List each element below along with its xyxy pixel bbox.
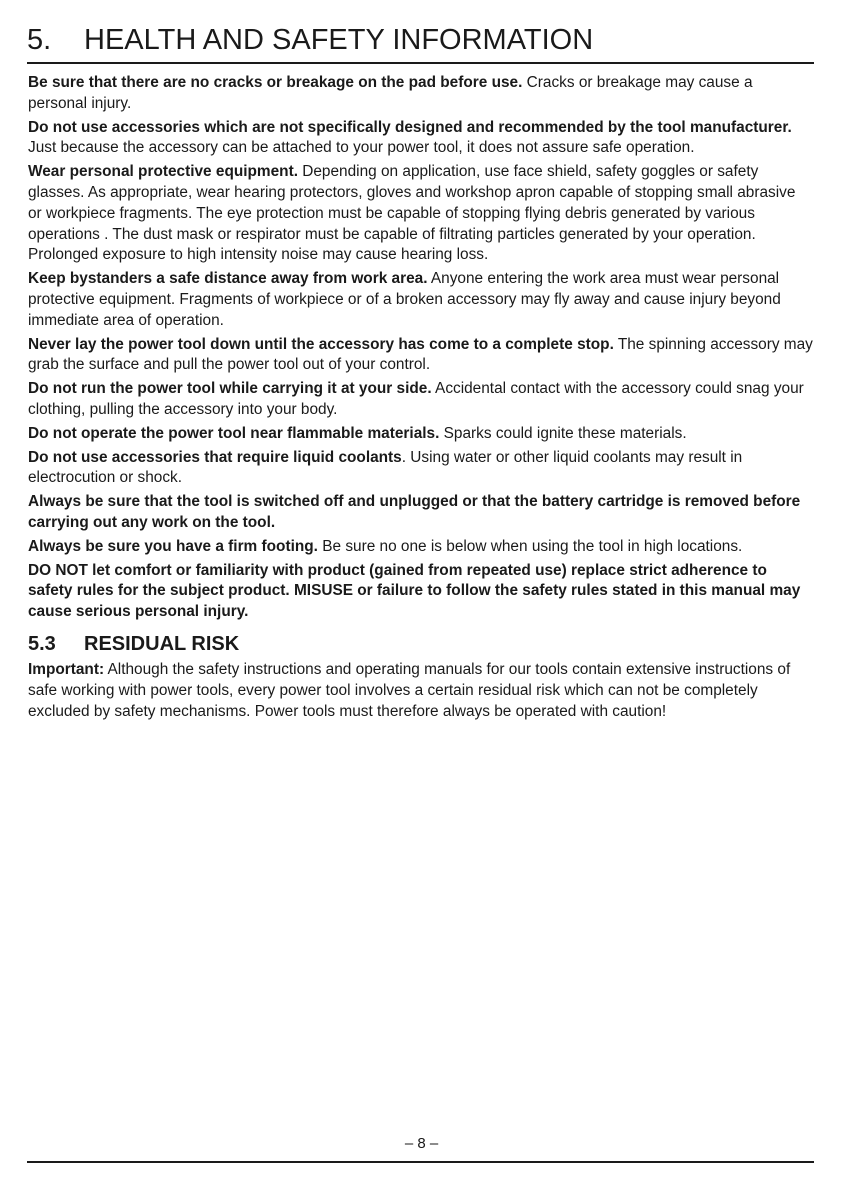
section-heading	[27, 20, 817, 60]
subsection-heading	[28, 631, 813, 657]
paragraph-flammable	[28, 424, 813, 445]
paragraph-lead: Do not operate the power tool near flammable materials.	[28, 424, 440, 442]
paragraph-lead: Be sure that there are no cracks or breakage on the pad before use.	[28, 74, 523, 91]
subsection-number: 5.3	[28, 632, 56, 655]
paragraph-text: Accidental contact with the accessory could snag your clothing, pulling the accessory into your body.	[28, 380, 804, 418]
subsection-title: RESIDUAL RISK	[84, 632, 240, 655]
paragraph-lead: Important:	[28, 660, 105, 678]
bottom-divider	[27, 1161, 814, 1163]
paragraph-text: Sparks could ignite these materials.	[439, 424, 687, 442]
paragraph-switch-off	[28, 492, 813, 534]
paragraph-accessories	[28, 118, 813, 160]
paragraph-text: Depending on application, use face shield, safety goggles or safety glasses. As appropriate, wear hearing protectors, gloves and workshop apron capable of stopping small abrasive or workpiece fragments. The eye protection must be capable of stopping flying debris generated by various operations . The dust mask or respirator must be capable of filtrating particles generated by your operation. Prolonged exposure to high intensity noise may cause hearing loss.	[28, 163, 796, 264]
paragraph-pad-check	[28, 73, 813, 115]
paragraph-coolants	[28, 448, 813, 490]
paragraph-lead: Always be sure that the tool is switched off and unplugged or that the battery cartridge is removed before carrying out any work on the tool.	[28, 493, 801, 531]
body-text	[28, 73, 813, 725]
paragraph-lead: DO NOT let comfort or familiarity with product (gained from repeated use) replace strict adherence to safety rules for the subject product. MISUSE or failure to follow the safety rules stated in this manual may cause serious personal injury.	[28, 561, 801, 621]
paragraph-footing	[28, 537, 813, 558]
paragraph-text: Be sure no one is below when using the tool in high locations.	[317, 537, 743, 555]
paragraph-residual-risk	[28, 660, 813, 722]
section-number: 5.	[27, 24, 52, 56]
paragraph-lead: Keep bystanders a safe distance away from work area.	[28, 270, 428, 288]
section-title: HEALTH AND SAFETY INFORMATION	[84, 24, 594, 56]
paragraph-text: . Using water or other liquid coolants may result in electrocution or shock.	[28, 448, 743, 487]
paragraph-lead: Do not use accessories which are not specifically designed and recommended by the tool manufacturer.	[28, 118, 792, 136]
paragraph-bystanders	[28, 269, 813, 331]
paragraph-familiarity	[28, 561, 813, 623]
paragraph-text: Just because the accessory can be attached to your power tool, it does not assure safe operation.	[28, 139, 695, 157]
paragraph-protective-equipment	[28, 162, 813, 266]
paragraph-lead: Always be sure you have a firm footing.	[28, 537, 318, 555]
paragraph-lead: Do not use accessories that require liquid coolants	[28, 448, 402, 466]
paragraph-lead: Wear personal protective equipment.	[28, 163, 298, 181]
paragraph-text: Anyone entering the work area must wear personal protective equipment. Fragments of workpiece or of a broken accessory may fly away and cause injury beyond immediate area of operation.	[28, 270, 781, 329]
paragraph-text: The spinning accessory may grab the surface and pull the power tool out of your control.	[28, 335, 813, 374]
paragraph-lead: Never lay the power tool down until the accessory has come to a complete stop.	[28, 335, 614, 353]
paragraph-text: Although the safety instructions and operating manuals for our tools contain extensive instructions of safe working with power tools, every power tool involves a certain residual risk which can not be completely excluded by safety mechanisms. Power tools must therefore always be operated with caution!	[28, 660, 791, 720]
top-divider	[27, 62, 814, 64]
paragraph-text: Cracks or breakage may cause a personal injury.	[28, 74, 753, 112]
page-number: – 8 –	[404, 1135, 439, 1152]
paragraph-lead: Do not run the power tool while carrying it at your side.	[28, 380, 432, 398]
paragraph-carrying	[28, 379, 813, 421]
paragraph-complete-stop	[28, 335, 813, 377]
